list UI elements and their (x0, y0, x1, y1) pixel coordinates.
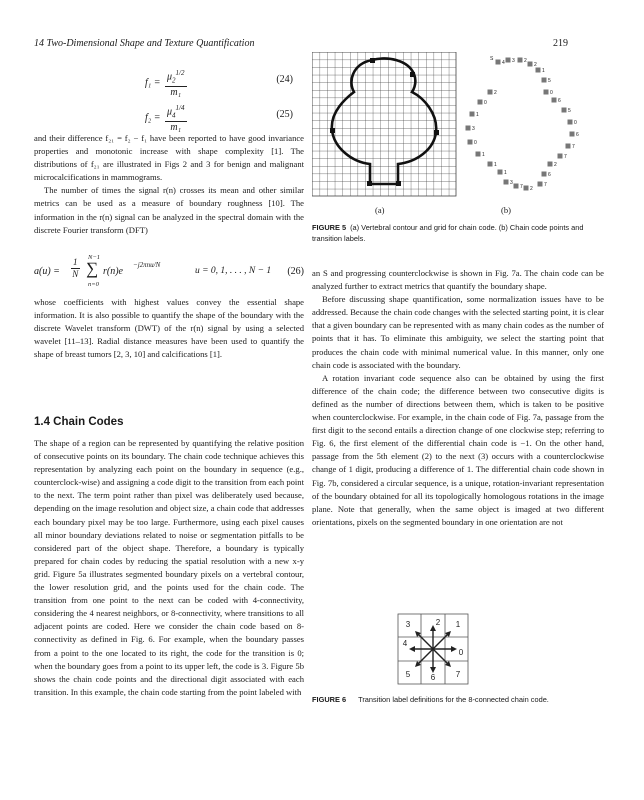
grid (312, 52, 456, 196)
eq26-body: r(n)e (103, 266, 123, 277)
chain-point (518, 58, 523, 63)
equation-26 (34, 254, 304, 291)
right-column-text (312, 267, 604, 529)
eq26-frac-num: 1 (73, 257, 78, 267)
chain-point (470, 112, 475, 117)
chain-point (548, 162, 553, 167)
chain-code-digit: 6 (576, 132, 579, 138)
chain-code-digit: 1 (476, 112, 479, 118)
chain-code-digit: 4 (502, 60, 505, 66)
chain-code-digit: 3 (472, 126, 475, 132)
eq26-lhs: a(u) = (34, 266, 60, 277)
chain-point (542, 172, 547, 177)
chain-code-digit: 5 (548, 78, 551, 84)
eq25-denominator: m₁ (170, 122, 182, 134)
figure-5b-chain-points (450, 52, 596, 200)
chain-code-digit: 2 (534, 62, 537, 68)
chain-point (488, 162, 493, 167)
chain-code-digit: 0 (484, 100, 487, 106)
chain-code-digit: 0 (474, 140, 477, 146)
chain-point (566, 144, 571, 149)
figure-5-caption (312, 222, 612, 244)
chain-code-digit: 2 (530, 186, 533, 192)
paragraph: The shape of a region can be represented by quantifying the relative position of consecutive points on its boundary. The chain code technique achieves this representation by analyzing each point on the boundary in sequence (e.g., counterclock-wise) and assigning a code digit to the transition from each point to the next. The term point rather than pixel was deliberately used because, depending on the image resolution and object size, a chain code that addresses each boundary pixel may be too large. Furthermore, using each pixel causes all minor boundary deviations related to noise or segmentation pitfalls to be considered part of the object shape. Therefore, a boundary is typically prepared for chain codes by reducing the spatial resolution with a new x-y grid. Figure 5a illustrates segmented boundary pixels on a vertebral contour, the lower resolution grid, and the points used for the chain code. The transition from one point to the next can be coded with 4-connectivity, considering the 4 nearest neighbors, or 8-connectivity, where transitions to all adjacent points are coded. Here we consider the chain code based on 8-connectivity as defined in Fig. 6. For example, when the boundary passes from a point to the one located to its right, the code for the transition is 0; when the boundary goes from a point to its upper left, the code is 3. Figure 5b shows the chain code points and the directional digit associated with each transition. In this example, the chain code starting from the point labeled with (34, 438, 304, 697)
chain-point (504, 180, 509, 185)
chain-point (544, 90, 549, 95)
chain-point (514, 184, 519, 189)
section-heading: 1.4 Chain Codes (34, 416, 124, 428)
chain-point (542, 78, 547, 83)
chain-code-digit: 3 (512, 58, 515, 64)
direction-5: 5 (405, 670, 411, 679)
chain-point (478, 100, 483, 105)
chain-point (568, 120, 573, 125)
chain-point (476, 152, 481, 157)
eq26-sum-bottom: n=0 (88, 281, 99, 288)
chain-code-digit: 2 (524, 58, 527, 64)
direction-4: 4 (402, 639, 408, 648)
eq24-lhs: f₁ = (145, 77, 161, 89)
chain-code-digit: 6 (558, 98, 561, 104)
direction-7: 7 (455, 670, 461, 679)
chain-code-digit: 2 (554, 162, 557, 168)
chain-code-digit: 7 (564, 154, 567, 160)
chain-code-digit: 7 (520, 184, 523, 190)
left-column-mid (34, 296, 304, 361)
paragraph: and their difference f₂₁ = f₂ − f₁ have been reported to have good invariance properties and monotonic increase with shape complexity [1]. The distributions of f₂₁ are illustrated in Figs 2 and 3 for benign and malignant microcalcifications in mammograms. (34, 133, 304, 183)
chain-start-label: S (490, 56, 494, 62)
eq24-denominator: m₁ (170, 87, 182, 99)
chain-point (570, 132, 575, 137)
direction-2: 2 (435, 618, 441, 627)
eq24-number: (24) (276, 74, 293, 85)
eq26-exponent: −j2πnu/N (133, 261, 161, 269)
chain-point (468, 140, 473, 145)
eq26-number: (26) (287, 266, 304, 277)
fig6-caption-label: FIGURE 6 (312, 695, 347, 704)
eq26-sum-top: N−1 (88, 254, 100, 261)
chain-code-digit: 1 (482, 152, 485, 158)
sum-symbol: ∑ (86, 259, 99, 278)
eq25-lhs: f₂ = (145, 112, 161, 124)
chain-point (506, 58, 511, 63)
left-column-top (34, 132, 304, 237)
direction-6: 6 (430, 673, 436, 682)
paragraph: The number of times the signal r(n) crosses its mean and other similar metrics can be used as a measure of boundary roughness [10]. The information in the r(n) signal can be analyzed in the spectral domain with the discrete Fourier transform (DFT) (34, 185, 304, 235)
equation-25 (145, 103, 293, 133)
fig5-caption-label: FIGURE 5 (312, 223, 347, 232)
chain-code-digit: 0 (574, 120, 577, 126)
direction-0: 0 (458, 648, 464, 657)
eq25-numerator: $\mu_4^{1/4}$ (165, 103, 186, 122)
fig5-caption-text: (a) Vertebral contour and grid for chain code. (b) Chain code points and transition labels. (312, 223, 584, 243)
chain-code-digit: 5 (568, 108, 571, 114)
left-column-bottom (34, 437, 304, 699)
eq26-frac-den: N (72, 269, 79, 279)
chain-point (528, 62, 533, 67)
chain-code-digit: 1 (504, 170, 507, 176)
chain-point (496, 60, 501, 65)
chain-code-digit: 0 (550, 90, 553, 96)
figure-5a-contour-grid (312, 52, 458, 200)
paragraph: Before discussing shape quantification, some normalization issues have to be addressed. Because the chain code changes with the selected starting point, it is clear that a given boundary can be represented with as many chain codes as the number of points that it has. To eliminate this ambiguity, we select the starting point that produces the chain code with minimal numerical value. In this manner, only one chain code is associated with the boundary. (312, 294, 604, 370)
direction-3: 3 (405, 620, 411, 629)
paragraph: an S and progressing counterclockwise is shown in Fig. 7a. The chain code can be analyzed further to extract metrics that quantify the boundary shape. (312, 268, 604, 292)
fig5-label-a: (a) (375, 205, 385, 215)
fig6-caption-text: Transition label definitions for the 8-connected chain code. (358, 695, 549, 704)
chain-code-digit: 1 (542, 68, 545, 74)
chain-point (466, 126, 471, 131)
chain-point (558, 154, 563, 159)
figure-6-direction-diagram (397, 613, 469, 685)
chain-point (562, 108, 567, 113)
chain-point (498, 170, 503, 175)
eq25-number: (25) (276, 109, 293, 120)
chain-code-digit: 7 (572, 144, 575, 150)
eq24-numerator: $\mu_2^{1/2}$ (165, 68, 186, 87)
page-number: 219 (553, 38, 568, 49)
running-title: 14 Two-Dimensional Shape and Texture Quantification (34, 38, 255, 49)
paragraph: whose coefficients with highest values convey the essential shape information. It is also possible to quantify the shape of the boundary with the discrete Wavelet transform (DWT) of the r(n) signal by using a selected wavelet [11–13]. Radial distance measures have been used to quantify the shape of breast tumors [2, 3, 10] and calcifications [1]. (34, 297, 304, 360)
figure-6-caption (312, 694, 612, 705)
chain-code-digit: 6 (548, 172, 551, 178)
eq26-range: u = 0, 1, . . . , N − 1 (195, 266, 272, 276)
chain-point (488, 90, 493, 95)
fig5-label-b: (b) (501, 205, 511, 215)
paragraph: A rotation invariant code sequence also can be obtained by using the first difference of the chain code; the difference between two consecutive digits is defined as the number of directions between them, which is taken to be positive when counterclockwise. For example, in the chain code of Fig. 7a, passage from the first digit to the second entails a direction change of one clockwise step; referring to Fig. 6, the first element of the differential chain code is −1. On the other hand, passage from the 5th element (2) to the next (3) occurs with a counterclockwise change of 1 digit, producing a difference of 1. The differential chain code shown in Fig. 7b, considered a circular sequence, is a unique, rotation-invariant representation of the boundary obtained for all its topologically homologous rotations in the image plane. Note that generally, when the same object is imaged at two different orientations, pixels on the segmented boundary in one orientation are not (312, 372, 604, 527)
chain-point (536, 68, 541, 73)
direction-1: 1 (455, 620, 461, 629)
chain-code-digit: 1 (494, 162, 497, 168)
chain-code-digit: 3 (510, 180, 513, 186)
chain-code-digit: 7 (544, 182, 547, 188)
chain-point (524, 186, 529, 191)
chain-point (552, 98, 557, 103)
chain-code-digit: 2 (494, 90, 497, 96)
equation-24 (145, 68, 293, 98)
chain-point (538, 182, 543, 187)
